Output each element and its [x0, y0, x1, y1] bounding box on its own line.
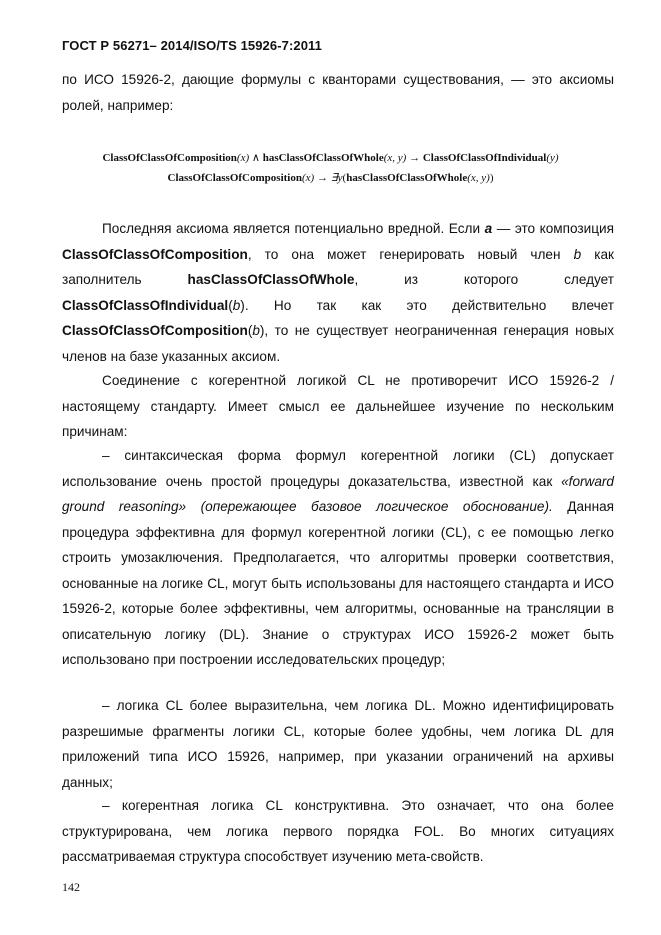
bullet-syntax-form — [62, 443, 614, 673]
para2-text: Соединение с когерентной логикой CL не противоречит ИСО 15926-2 / настоящему стандарту. Имеет смысл ее дальнейшее изучение по нескольким причинам: — [62, 373, 614, 439]
formula2-exists: ∃y — [330, 172, 343, 184]
formula1-var-b: (x, y) — [383, 152, 407, 164]
formula-1 — [0, 151, 661, 164]
para1-text: — это композиция — [492, 221, 614, 236]
bullet1-text: Данная процедура эффективна для формул когерентной логики (CL), с ее помощью легко строить умозаключения. Предполагается, что алгоритмы проверки соответствия, основанные на логике CL, могут быть использованы для настоящего стандарта и ИСО 15926-2, которые более эффективны, чем алгоритмы, основанные на трансляции в описательную логику (DL). Знание о структурах ИСО 15926-2 может быть использовано при построении исследовательских процедур; — [62, 499, 614, 667]
formula2-close: ) — [489, 172, 494, 184]
bullet1-italic-term: «forward ground reasoning» (опережающее базовое логическое обоснование). — [62, 473, 614, 514]
page-number: 142 — [62, 880, 80, 894]
para1-text: ), то не существует неограниченная генерация новых членов на базе указанных аксиом. — [62, 323, 614, 364]
para1-text: , из которого следует — [354, 272, 615, 287]
formula1-term-c: ClassOfClassOfIndividual — [422, 152, 547, 164]
para1-class-name: ClassOfClassOfIndividual — [62, 297, 229, 313]
para1-text: ). Но так как это действительно влечет — [240, 297, 614, 313]
para1-var-a: a — [484, 221, 493, 236]
intro-paragraph — [62, 67, 614, 118]
formula1-var-c: (y) — [546, 152, 559, 164]
formula1-term-a: ClassOfClassOfComposition — [102, 152, 237, 164]
bullet2-text: – логика CL более выразительна, чем логика DL. Можно идентифицировать разрешимые фрагменты логики CL, которые более удобны, чем логика DL для приложений типа ИСО 15926, например, при указании ограничений на архивы данных; — [62, 698, 614, 790]
para1-text: , то она может генерировать новый член — [247, 246, 574, 262]
paragraph-axiom-discussion — [62, 216, 614, 369]
document-header: ГОСТ Р 56271– 2014/ISO/TS 15926-7:2011 — [62, 38, 323, 53]
para1-var-b: b — [252, 323, 260, 338]
bullet3-text: – когерентная логика CL конструктивна. Это означает, что она более структурирована, чем логика первого порядка FOL. Во многих ситуациях рассматриваемая структура способствует изучению мета-свойств. — [62, 798, 614, 864]
formula2-var-a: (x) — [301, 172, 315, 184]
formula2-term-b: hasClassOfClassOfWhole — [346, 172, 468, 184]
formula1-var-a: (x) — [236, 152, 250, 164]
bullet1-text: – синтаксическая форма формул когерентной логики (CL) допускает использование очень простой процедуры доказательства, известной как — [62, 448, 614, 489]
formula1-and: ∧ — [249, 152, 263, 164]
formula1-arrow: → — [406, 152, 423, 164]
bullet-expressiveness — [62, 693, 614, 795]
formula2-arrow: → — [314, 172, 331, 184]
paragraph-cl-connection — [62, 368, 614, 445]
formula2-term-a: ClassOfClassOfComposition — [167, 172, 302, 184]
formula1-term-b: hasClassOfClassOfWhole — [262, 152, 384, 164]
para1-class-name: ClassOfClassOfComposition — [62, 246, 248, 262]
para1-var-b: b — [232, 297, 241, 313]
para1-text: ( — [247, 323, 253, 338]
bullet-constructive — [62, 793, 614, 870]
para1-text: Последняя аксиома является потенциально вредной. Если — [102, 221, 485, 236]
para1-class-name: hasClassOfClassOfWhole — [187, 272, 355, 287]
para1-class-name: ClassOfClassOfComposition — [62, 323, 248, 338]
para1-text: ( — [228, 297, 233, 313]
formula2-open: ( — [342, 172, 347, 184]
intro-text: по ИСО 15926-2, дающие формулы с кванторами существования, — это аксиомы ролей, например: — [62, 72, 614, 113]
para1-text: как заполнитель — [62, 246, 614, 287]
para1-var-b: b — [573, 246, 582, 262]
formula-2 — [0, 171, 661, 184]
formula2-var-b: (x, y) — [467, 172, 490, 184]
